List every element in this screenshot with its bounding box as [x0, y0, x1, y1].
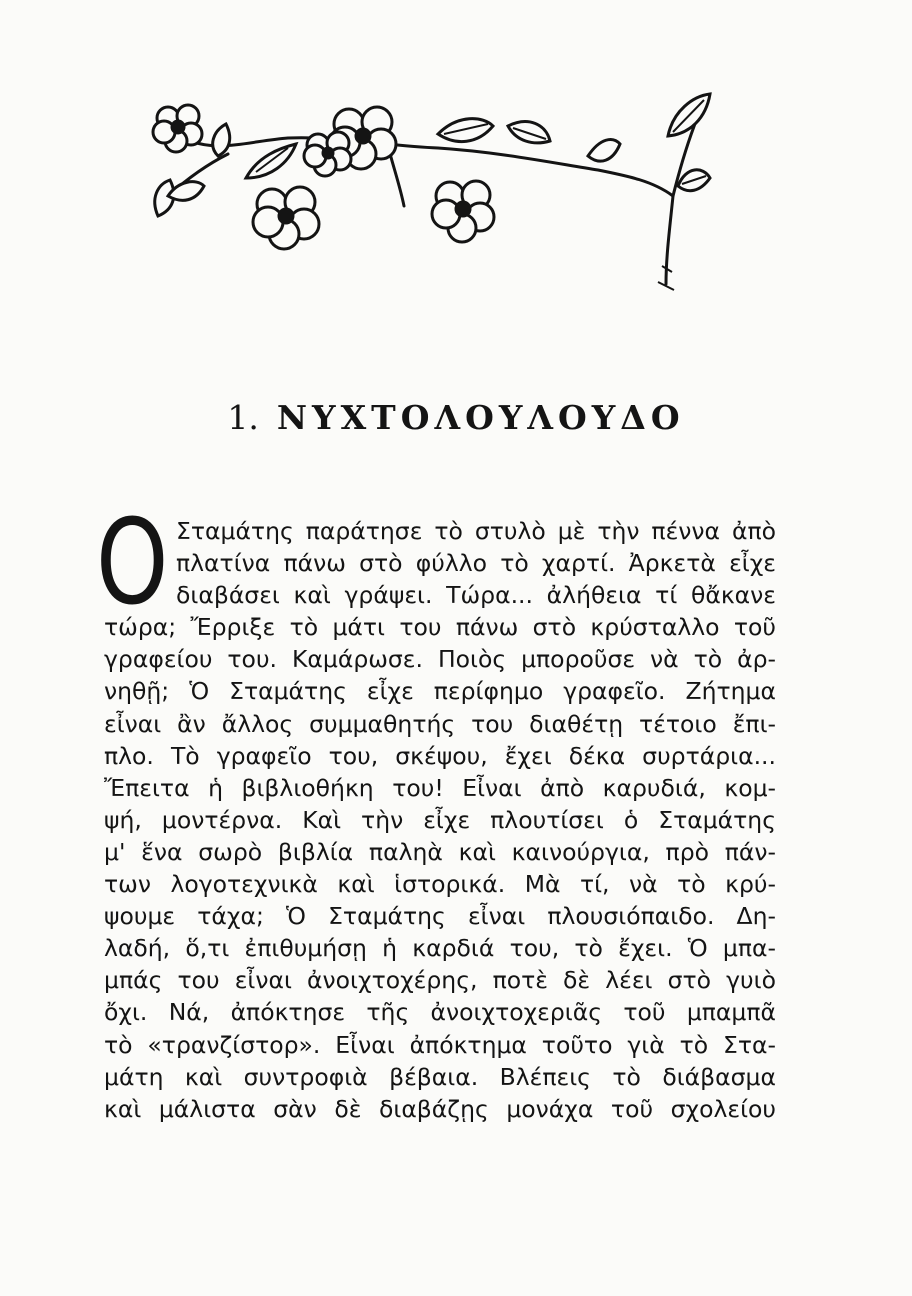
- text-line: Ἔπειτα ἡ βιβλιοθήκη του! Εἶναι ἀπὸ καρυδιά, κομ-: [104, 773, 776, 802]
- text-line: νηθῇ; Ὁ Σταμάτης εἶχε περίφημο γραφεῖο. Ζήτημα: [104, 677, 776, 706]
- text-line: λαδή, ὅ,τι ἐπιθυμήσῃ ἡ καρδιά του, τὸ ἔχει. Ὁ μπα-: [104, 934, 776, 963]
- text-line: των λογοτεχνικὰ καὶ ἱστορικά. Μὰ τί, νὰ τὸ κρύ-: [104, 870, 776, 899]
- flower-5: [304, 132, 351, 176]
- drop-cap: Ο: [96, 493, 169, 631]
- flower-3: [253, 187, 319, 249]
- flower-4: [432, 181, 494, 242]
- floral-branch-ornament: [138, 86, 718, 301]
- text-line: διαβάσει καὶ γράψει. Τώρα... ἀλήθεια τί θἄκανε: [176, 581, 776, 610]
- text-line: ὄχι. Νά, ἀπόκτησε τῆς ἀνοιχτοχεριᾶς τοῦ μπαμπᾶ: [104, 998, 776, 1027]
- text-line: ψή, μοντέρνα. Καὶ τὴν εἶχε πλουτίσει ὁ Σταμάτης: [104, 805, 776, 834]
- text-line: πλατίνα πάνω στὸ φύλλο τὸ χαρτί. Ἀρκετὰ εἶχε: [176, 549, 776, 578]
- text-line: τώρα; Ἔρριξε τὸ μάτι του πάνω στὸ κρύσταλλο τοῦ: [104, 613, 776, 642]
- chapter-heading: [0, 398, 912, 437]
- text-line: πλο. Τὸ γραφεῖο του, σκέψου, ἔχει δέκα συρτάρια...: [104, 741, 776, 770]
- chapter-title: ΝΥΧΤΟΛΟΥΛΟΥΔΟ: [276, 398, 685, 437]
- text-line: εἶναι ἂν ἄλλος συμμαθητής του διαθέτῃ τέτοιο ἔπι-: [104, 709, 776, 738]
- text-line: μπάς του εἶναι ἀνοιχτοχέρης, ποτὲ δὲ λέει στὸ γυιὸ: [104, 966, 776, 995]
- text-line: μ' ἕνα σωρὸ βιβλία παληὰ καὶ καινούργια, πρὸ πάν-: [104, 837, 776, 866]
- text-line: γραφείου του. Καμάρωσε. Ποιὸς μποροῦσε νὰ τὸ ἀρ-: [104, 645, 776, 674]
- body-text: [104, 515, 776, 1125]
- text-line: ψουμε τάχα; Ὁ Σταμάτης εἶναι πλουσιόπαιδο. Δη-: [104, 902, 776, 931]
- text-line: μάτη καὶ συντροφιὰ βέβαια. Βλέπεις τὸ διάβασμα: [104, 1062, 776, 1091]
- text-line: τὸ «τρανζίστορ». Εἶναι ἀπόκτημα τοῦτο γιὰ τὸ Στα-: [104, 1030, 776, 1059]
- leaves: [155, 94, 710, 216]
- text-line: Σταμάτης παράτησε τὸ στυλὸ μὲ τὴν πέννα ἀπὸ: [176, 517, 776, 545]
- text-line: καὶ μάλιστα σὰν δὲ διαβάζῃς μονάχα τοῦ σχολείου: [104, 1094, 776, 1123]
- flower-1: [153, 105, 202, 152]
- chapter-number: 1.: [227, 398, 259, 437]
